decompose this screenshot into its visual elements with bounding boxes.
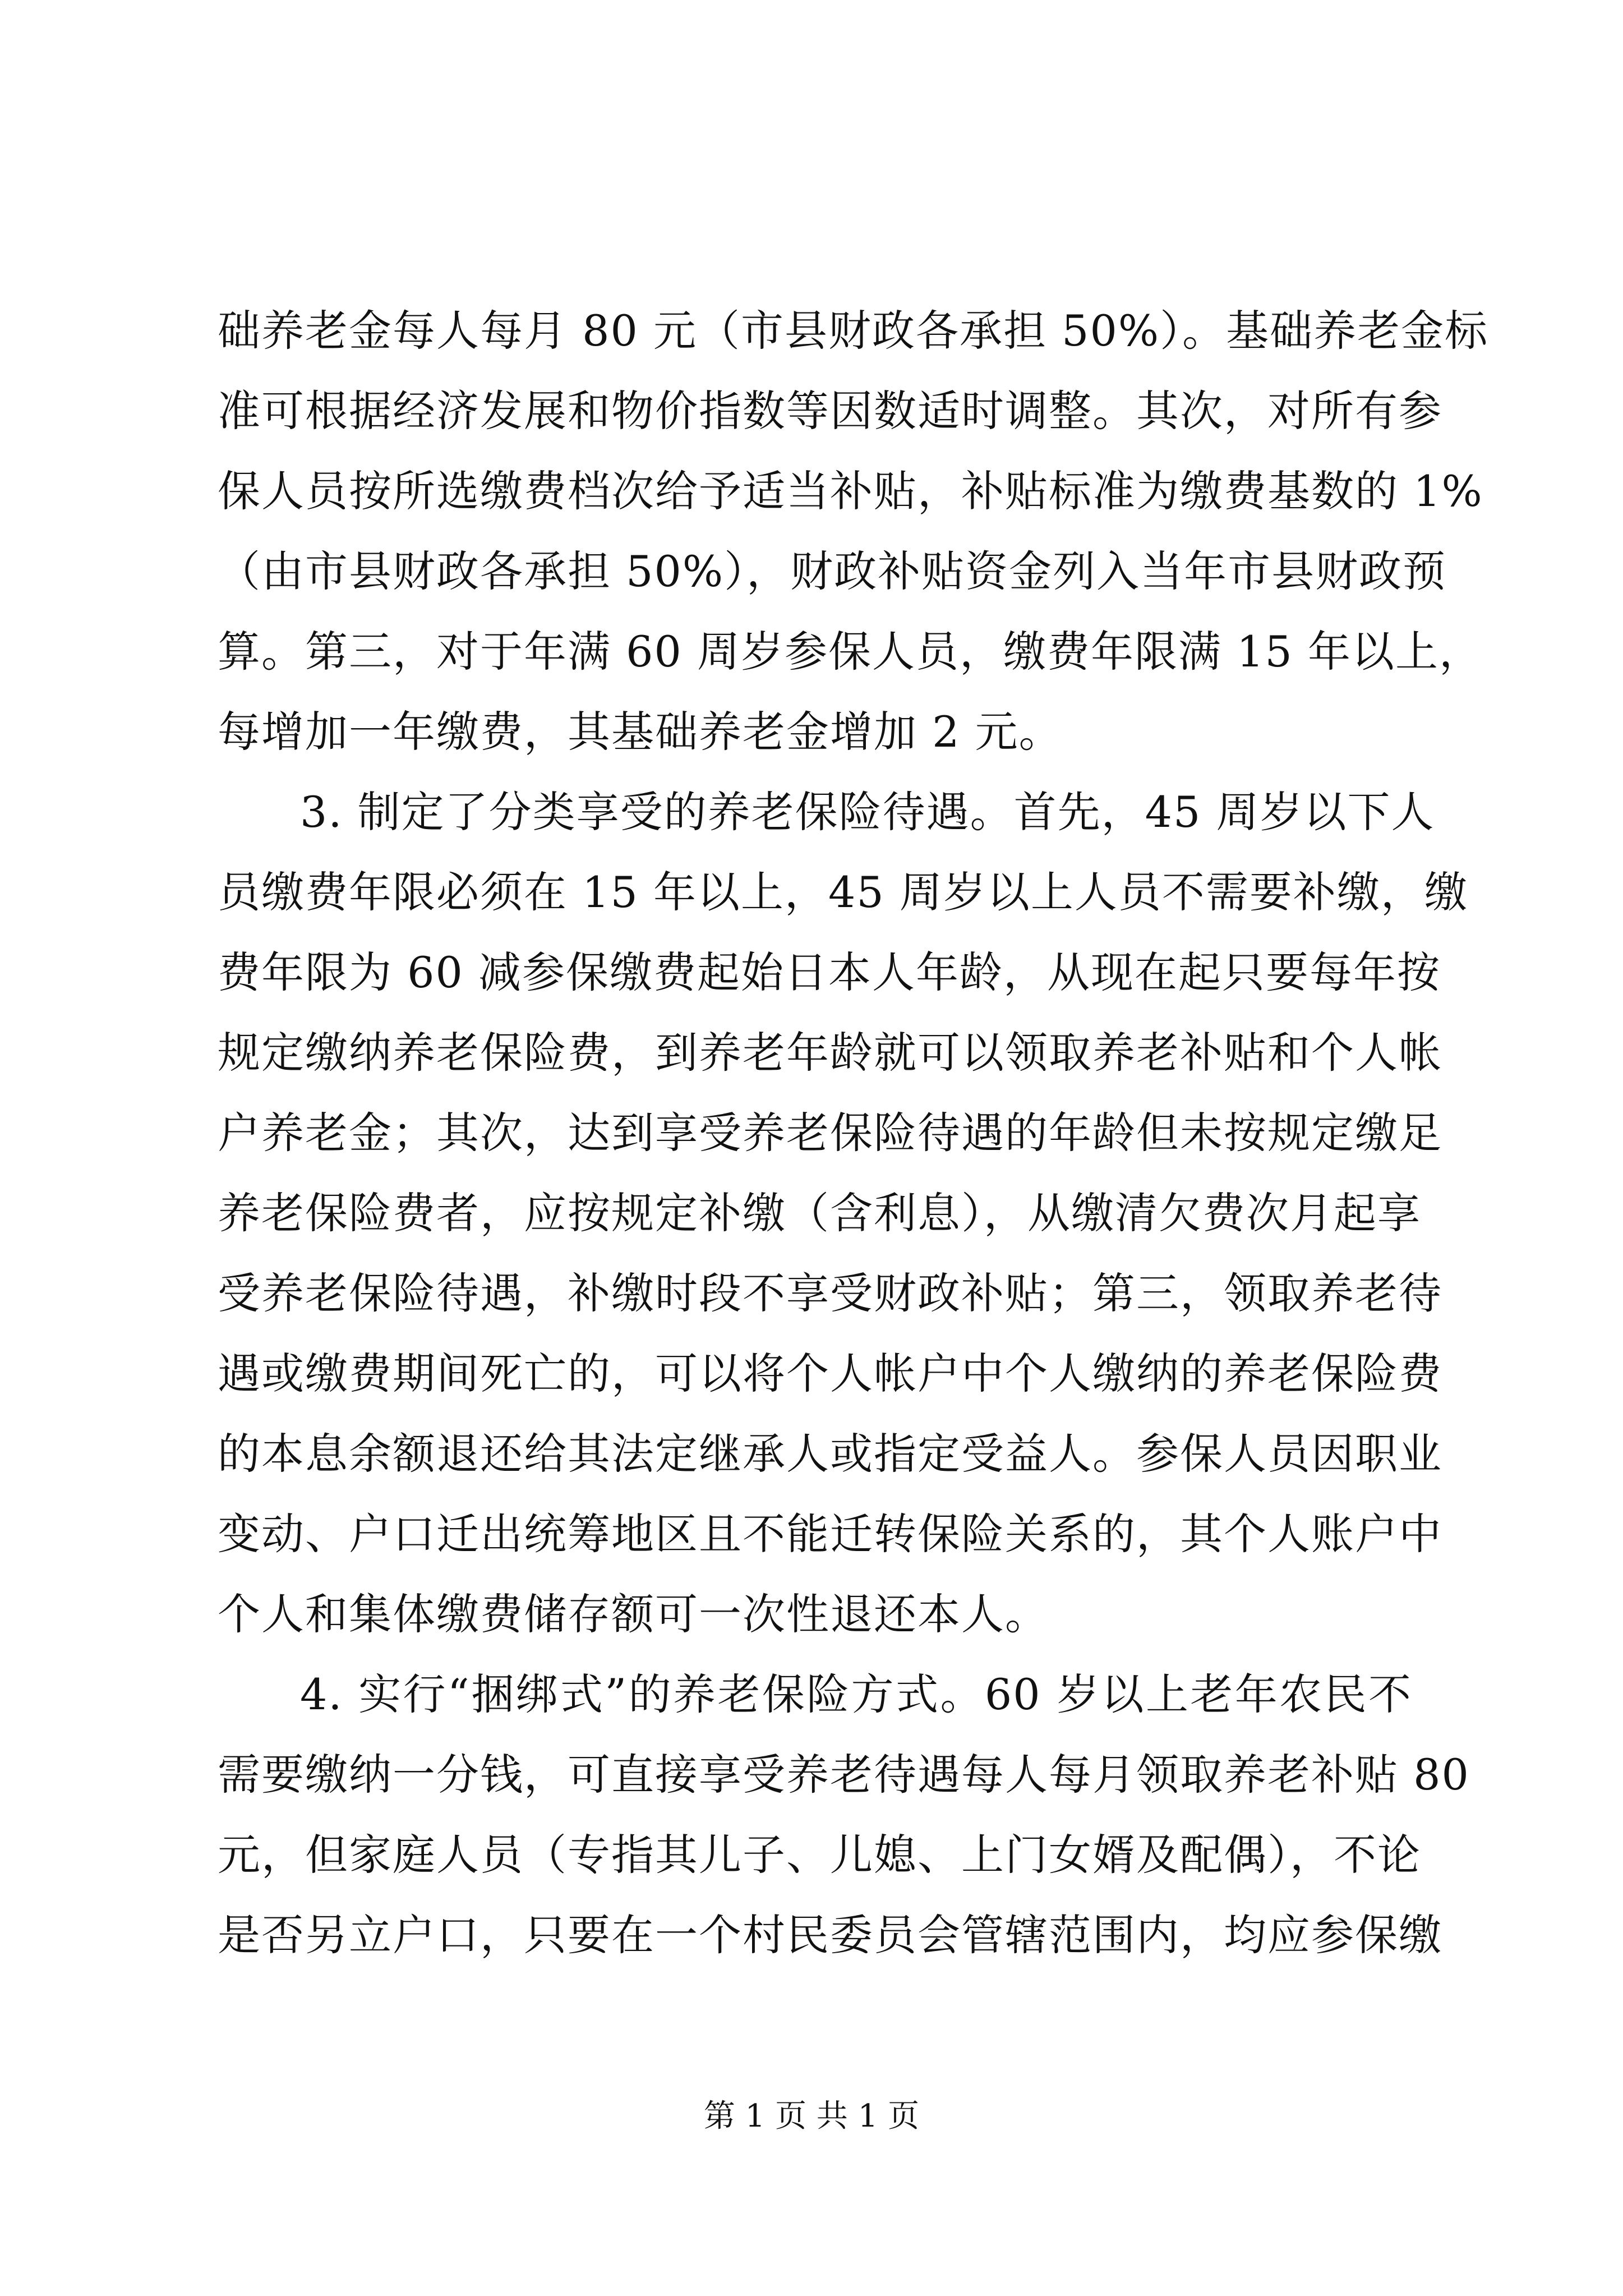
text-line: 费年限为 60 减参保缴费起始日本人年龄，从现在起只要每年按 bbox=[218, 947, 1441, 997]
page-number-footer: 第 1 页 共 1 页 bbox=[703, 2098, 920, 2134]
paragraph-first-line: 4. 实行“捆绑式”的养老保险方式。60 岁以上老年农民不 bbox=[300, 1669, 1412, 1719]
text-line: 元，但家庭人员（专指其儿子、儿媳、上门女婿及配偶），不论 bbox=[218, 1830, 1421, 1880]
text-line: 变动、户口迁出统筹地区且不能迁转保险关系的，其个人账户中 bbox=[218, 1509, 1442, 1559]
text-line: （由市县财政各承担 50%），财政补贴资金列入当年市县财政预 bbox=[218, 546, 1447, 596]
text-line: 养老保险费者，应按规定补缴（含利息），从缴清欠费次月起享 bbox=[218, 1188, 1421, 1238]
text-line: 需要缴纳一分钱，可直接享受养老待遇每人每月领取养老补贴 80 bbox=[218, 1750, 1470, 1800]
text-line: 准可根据经济发展和物价指数等因数适时调整。其次，对所有参 bbox=[218, 386, 1442, 436]
text-line: 保人员按所选缴费档次给予适当补贴，补贴标准为缴费基数的 1% bbox=[218, 466, 1483, 516]
paragraph-first-line: 3. 制定了分类享受的养老保险待遇。首先，45 周岁以下人 bbox=[300, 787, 1435, 837]
text-line: 每增加一年缴费，其基础养老金增加 2 元。 bbox=[218, 707, 1063, 757]
text-line: 受养老保险待遇，补缴时段不享受财政补贴；第三，领取养老待 bbox=[218, 1268, 1442, 1318]
text-line: 遇或缴费期间死亡的，可以将个人帐户中个人缴纳的养老保险费 bbox=[218, 1349, 1442, 1398]
text-line: 算。第三，对于年满 60 周岁参保人员，缴费年限满 15 年以上， bbox=[218, 627, 1483, 677]
text-line: 个人和集体缴费储存额可一次性退还本人。 bbox=[218, 1589, 1049, 1639]
text-line: 础养老金每人每月 80 元（市县财政各承担 50%）。基础养老金标 bbox=[218, 306, 1489, 356]
text-line: 规定缴纳养老保险费，到养老年龄就可以领取养老补贴和个人帐 bbox=[218, 1028, 1442, 1078]
text-line: 的本息余额退还给其法定继承人或指定受益人。参保人员因职业 bbox=[218, 1429, 1442, 1479]
text-line: 员缴费年限必须在 15 年以上，45 周岁以上人员不需要补缴，缴 bbox=[218, 867, 1468, 917]
text-line: 是否另立户口，只要在一个村民委员会管辖范围内，均应参保缴 bbox=[218, 1910, 1442, 1960]
text-line: 户养老金；其次，达到享受养老保险待遇的年龄但未按规定缴足 bbox=[218, 1108, 1442, 1158]
